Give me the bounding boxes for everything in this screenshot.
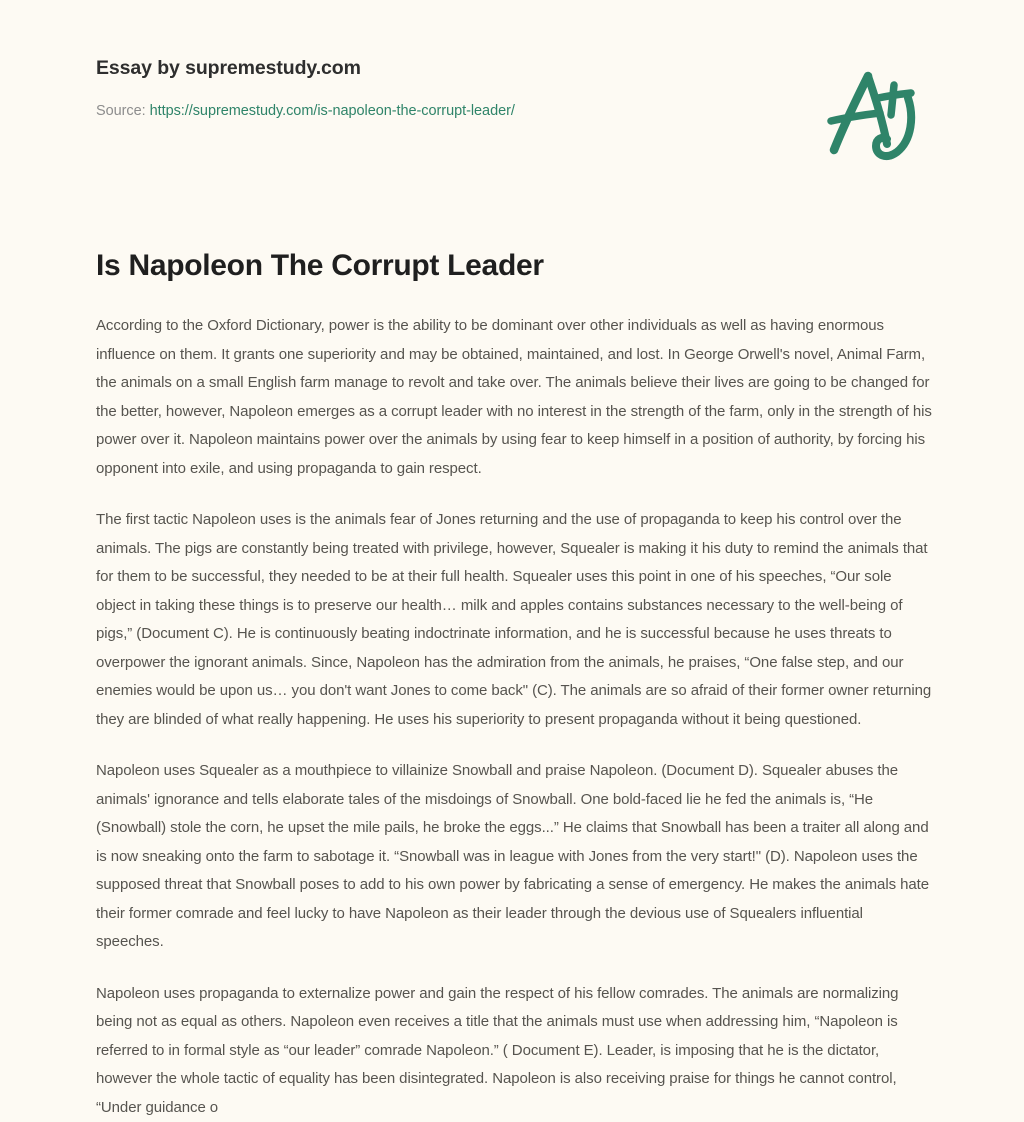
article-paragraph: Napoleon uses Squealer as a mouthpiece to villainize Snowball and praise Napoleon. (Document D). Squealer abuses the animals' ignorance and tells elaborate tales of the misdoings of Snowball. One bold-faced lie he fed the animals is, “He (Snowball) stole the corn, he upset the mile pails, he broke the eggs...” He claims that Snowball has been a traiter all along and is now sneaking onto the farm to sabotage it. “Snowball was in league with Jones from the very start!" (D). Napoleon uses the supposed threat that Snowball poses to add to his own power by fabricating a sense of emergency. He makes the animals hate their former comrade and feel lucky to have Napoleon as their leader through the devious use of Squealers influential speeches. xyxy=(96,757,932,957)
article-paragraph: Napoleon uses propaganda to externalize power and gain the respect of his fellow comrades. The animals are normalizing being not as equal as others. Napoleon even receives a title that the animals must use when addressing him, “Napoleon is referred to in formal style as “our leader” comrade Napoleon.” ( Document E). Leader, is imposing that he is the dictator, however the whole tactic of equality has been disintegrated. Napoleon is also receiving praise for things he cannot control, “Under guidance o xyxy=(96,980,932,1122)
page-title: Is Napoleon The Corrupt Leader xyxy=(96,248,936,284)
essay-attribution: Essay by supremestudy.com xyxy=(96,56,776,81)
a-plus-logo-svg xyxy=(808,58,928,168)
source-url-link[interactable]: https://supremestudy.com/is-napoleon-the-corrupt-leader/ xyxy=(150,103,515,119)
article-paragraph: According to the Oxford Dictionary, power is the ability to be dominant over other individuals as well as having enormous influence on them. It grants one superiority and may be obtained, maintained, and lost. In George Orwell's novel, Animal Farm, the animals on a small English farm manage to revolt and take over. The animals believe their lives are going to be changed for the better, however, Napoleon emerges as a corrupt leader with no interest in the strength of the farm, only in the strength of his power over it. Napoleon maintains power over the animals by using fear to keep himself in a position of authority, by forcing his opponent into exile, and using propaganda to gain respect. xyxy=(96,312,932,483)
article-paragraph: The first tactic Napoleon uses is the animals fear of Jones returning and the use of propaganda to keep his control over the animals. The pigs are constantly being treated with privilege, however, Squealer is making it his duty to remind the animals that for them to be successful, they needed to be at their full health. Squealer uses this point in one of his speeches, “Our sole object in taking these things is to preserve our health… milk and apples contains substances necessary to the well-being of pigs,” (Document C). He is continuously beating indoctrinate information, and he is successful because he uses threats to overpower the ignorant animals. Since, Napoleon has the admiration from the animals, he praises, “One false step, and our enemies would be upon us… you don't want Jones to come back" (C). The animals are so afraid of their former owner returning they are blinded of what really happening. He uses his superiority to present propaganda without it being questioned. xyxy=(96,506,932,734)
article-body xyxy=(96,312,932,1122)
header-text-block xyxy=(96,56,776,119)
a-plus-logo-icon xyxy=(808,58,928,168)
page-header xyxy=(96,56,928,176)
source-label: Source: xyxy=(96,103,146,119)
source-line xyxy=(96,103,776,119)
